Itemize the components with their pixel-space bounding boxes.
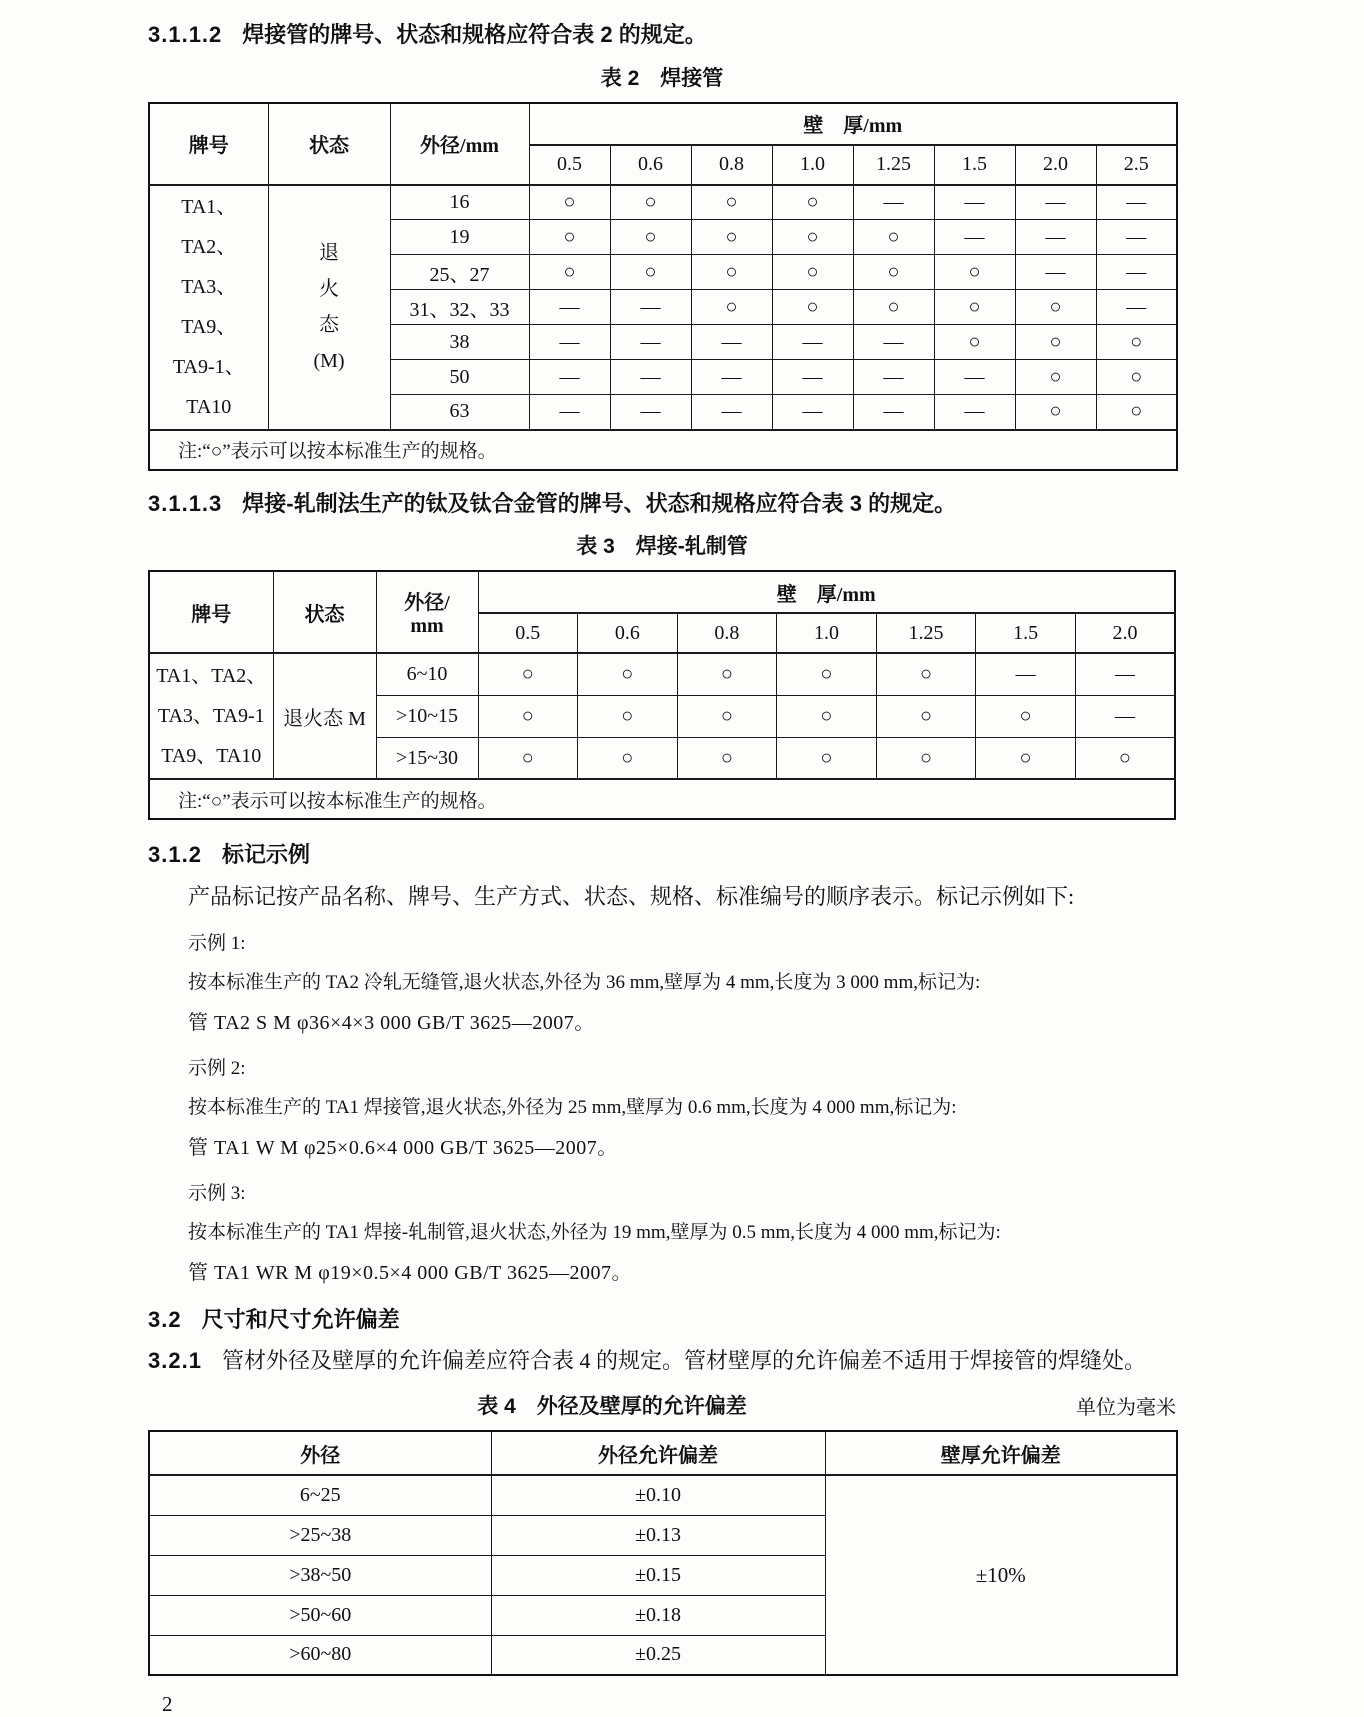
table2-note: 注:“○”表示可以按本标准生产的规格。 <box>149 430 1177 470</box>
od-tolerance-cell: ±0.25 <box>491 1635 825 1675</box>
table4-caption-row <box>148 1390 1176 1420</box>
table4-wrap <box>148 1390 1176 1676</box>
available-mark: ○ <box>478 737 578 779</box>
table3-header-grade: 牌号 <box>149 571 273 653</box>
not-available-mark: — <box>1015 255 1096 290</box>
od-range-cell: >25~38 <box>149 1515 491 1555</box>
table3-header-od-line2: mm <box>410 615 444 638</box>
od-tolerance-cell: ±0.13 <box>491 1515 825 1555</box>
heading-32-title: 尺寸和尺寸允许偏差 <box>201 1306 400 1332</box>
table2-header-od: 外径/mm <box>390 103 529 185</box>
table2-header-row <box>149 103 1177 145</box>
table3-state-cell: 退火态 M <box>273 653 376 779</box>
od-tolerance-cell: ±0.15 <box>491 1555 825 1595</box>
wall-thickness-value: 0.5 <box>529 145 610 185</box>
available-mark: ○ <box>578 737 678 779</box>
wall-thickness-value: 1.5 <box>934 145 1015 185</box>
available-mark: ○ <box>853 220 934 255</box>
available-mark: ○ <box>691 255 772 290</box>
table4-header-row <box>149 1431 1177 1475</box>
wall-thickness-value: 1.5 <box>976 613 1076 653</box>
grade-line: TA3、TA9-1 <box>157 705 265 728</box>
clause-3112-number: 3.1.1.2 <box>148 22 223 47</box>
not-available-mark: — <box>610 325 691 360</box>
table4-data-row <box>149 1475 1177 1515</box>
table2-header-wall: 壁 厚/mm <box>529 103 1177 145</box>
table4-tolerances <box>148 1430 1178 1676</box>
table4-header-cell: 外径 <box>149 1431 491 1475</box>
table2-state-cell <box>268 185 390 430</box>
available-mark: ○ <box>578 695 678 737</box>
wall-thickness-value: 0.8 <box>677 613 777 653</box>
outer-diameter-cell: >10~15 <box>376 695 478 737</box>
not-available-mark: — <box>853 360 934 395</box>
available-mark: ○ <box>934 255 1015 290</box>
not-available-mark: — <box>691 360 772 395</box>
wall-thickness-value: 1.0 <box>777 613 877 653</box>
wall-thickness-value: 0.5 <box>478 613 578 653</box>
outer-diameter-cell: >15~30 <box>376 737 478 779</box>
example-1-designation: 管 TA2 S M φ36×4×3 000 GB/T 3625—2007。 <box>188 1011 595 1034</box>
available-mark: ○ <box>610 185 691 220</box>
example-3-designation: 管 TA1 WR M φ19×0.5×4 000 GB/T 3625—2007。 <box>188 1261 632 1284</box>
example-1-description: 按本标准生产的 TA2 冷轧无缝管,退火状态,外径为 36 mm,壁厚为 4 mm,长度为 3 000 mm,标记为: <box>188 971 981 993</box>
not-available-mark: — <box>1015 185 1096 220</box>
available-mark: ○ <box>772 255 853 290</box>
available-mark: ○ <box>853 255 934 290</box>
available-mark: ○ <box>777 695 877 737</box>
available-mark: ○ <box>691 290 772 325</box>
heading-312 <box>148 840 1228 870</box>
clause-3113-text: 焊接-轧制法生产的钛及钛合金管的牌号、状态和规格应符合表 3 的规定。 <box>242 490 957 516</box>
table2-header-state: 状态 <box>268 103 390 185</box>
not-available-mark: — <box>1096 185 1177 220</box>
table4-unit-note: 单位为毫米 <box>1076 1397 1176 1420</box>
available-mark: ○ <box>772 290 853 325</box>
state-line: 退 <box>319 242 339 265</box>
od-tolerance-cell: ±0.10 <box>491 1475 825 1515</box>
not-available-mark: — <box>772 325 853 360</box>
grade-line: TA10 <box>186 396 232 419</box>
not-available-mark: — <box>529 360 610 395</box>
available-mark: ○ <box>478 653 578 695</box>
table2-note-row <box>149 430 1177 470</box>
clause-3113 <box>148 489 1228 519</box>
table3-wrap <box>148 530 1176 820</box>
not-available-mark: — <box>529 325 610 360</box>
wall-thickness-value: 1.25 <box>853 145 934 185</box>
available-mark: ○ <box>777 653 877 695</box>
not-available-mark: — <box>610 290 691 325</box>
available-mark: ○ <box>934 290 1015 325</box>
state-line: (M) <box>313 350 345 373</box>
clause-3112-text: 焊接管的牌号、状态和规格应符合表 2 的规定。 <box>242 22 707 47</box>
table2-wrap <box>148 62 1176 471</box>
not-available-mark: — <box>772 360 853 395</box>
clause-3112 <box>148 20 1228 50</box>
page-number: 2 <box>162 1692 173 1717</box>
table3-header-od-line1: 外径/ <box>404 592 450 615</box>
state-line: 火 <box>319 278 339 301</box>
available-mark: ○ <box>876 653 976 695</box>
available-mark: ○ <box>529 185 610 220</box>
grade-line: TA3、TA9、 <box>181 276 237 339</box>
example-2-description: 按本标准生产的 TA1 焊接管,退火状态,外径为 25 mm,壁厚为 0.6 mm,长度为 4 000 mm,标记为: <box>188 1096 957 1118</box>
wall-thickness-value: 0.6 <box>610 145 691 185</box>
wall-thickness-value: 1.25 <box>876 613 976 653</box>
outer-diameter-cell: 16 <box>390 185 529 220</box>
available-mark: ○ <box>1015 395 1096 430</box>
available-mark: ○ <box>1096 325 1177 360</box>
available-mark: ○ <box>691 220 772 255</box>
od-tolerance-cell: ±0.18 <box>491 1595 825 1635</box>
available-mark: ○ <box>772 220 853 255</box>
table3-note-row <box>149 779 1175 819</box>
od-range-cell: >38~50 <box>149 1555 491 1595</box>
wall-thickness-value: 2.0 <box>1015 145 1096 185</box>
heading-32-number: 3.2 <box>148 1306 182 1332</box>
not-available-mark: — <box>934 395 1015 430</box>
not-available-mark: — <box>853 325 934 360</box>
available-mark: ○ <box>876 695 976 737</box>
not-available-mark: — <box>691 325 772 360</box>
grade-line: TA9-1、 <box>172 356 245 379</box>
od-range-cell: >60~80 <box>149 1635 491 1675</box>
not-available-mark: — <box>853 395 934 430</box>
not-available-mark: — <box>529 395 610 430</box>
available-mark: ○ <box>772 185 853 220</box>
outer-diameter-cell: 50 <box>390 360 529 395</box>
wall-thickness-value: 1.0 <box>772 145 853 185</box>
table3-grade-cell <box>149 653 273 779</box>
available-mark: ○ <box>691 185 772 220</box>
marking-examples <box>148 928 1228 1285</box>
available-mark: ○ <box>976 695 1076 737</box>
not-available-mark: — <box>691 395 772 430</box>
table2-welded-pipe <box>148 102 1178 471</box>
example-3-label: 示例 3: <box>188 1182 246 1204</box>
not-available-mark: — <box>772 395 853 430</box>
available-mark: ○ <box>1015 290 1096 325</box>
not-available-mark: — <box>1015 220 1096 255</box>
table2-caption: 表 2 焊接管 <box>600 66 724 90</box>
available-mark: ○ <box>677 695 777 737</box>
grade-line: TA1、TA2、 <box>156 665 267 688</box>
available-mark: ○ <box>1075 737 1175 779</box>
available-mark: ○ <box>1015 360 1096 395</box>
not-available-mark: — <box>610 395 691 430</box>
available-mark: ○ <box>777 737 877 779</box>
table3-data-row <box>149 653 1175 695</box>
not-available-mark: — <box>1075 653 1175 695</box>
wall-thickness-value: 2.5 <box>1096 145 1177 185</box>
not-available-mark: — <box>934 220 1015 255</box>
outer-diameter-cell: 63 <box>390 395 529 430</box>
wall-thickness-value: 0.6 <box>578 613 678 653</box>
available-mark: ○ <box>677 653 777 695</box>
example-2-designation: 管 TA1 W M φ25×0.6×4 000 GB/T 3625—2007。 <box>188 1136 618 1159</box>
available-mark: ○ <box>1015 325 1096 360</box>
not-available-mark: — <box>529 290 610 325</box>
outer-diameter-cell: 38 <box>390 325 529 360</box>
table3-welded-rolled-pipe <box>148 570 1176 820</box>
outer-diameter-cell: 31、32、33 <box>390 290 529 325</box>
available-mark: ○ <box>529 220 610 255</box>
not-available-mark: — <box>853 185 934 220</box>
clause-321-number: 3.2.1 <box>148 1348 202 1374</box>
available-mark: ○ <box>876 737 976 779</box>
available-mark: ○ <box>610 220 691 255</box>
available-mark: ○ <box>934 325 1015 360</box>
table2-grade-cell <box>149 185 268 430</box>
table4-header-cell: 壁厚允许偏差 <box>825 1431 1177 1475</box>
available-mark: ○ <box>478 695 578 737</box>
wall-tolerance-cell: ±10% <box>825 1475 1177 1675</box>
not-available-mark: — <box>610 360 691 395</box>
table2-header-grade: 牌号 <box>149 103 268 185</box>
available-mark: ○ <box>1096 360 1177 395</box>
table3-header-row <box>149 571 1175 613</box>
table3-note: 注:“○”表示可以按本标准生产的规格。 <box>149 779 1175 819</box>
heading-32 <box>148 1305 1228 1335</box>
table4-header-cell: 外径允许偏差 <box>491 1431 825 1475</box>
example-3-description: 按本标准生产的 TA1 焊接-轧制管,退火状态,外径为 19 mm,壁厚为 0.5 mm,长度为 4 000 mm,标记为: <box>188 1221 1001 1243</box>
not-available-mark: — <box>934 360 1015 395</box>
not-available-mark: — <box>934 185 1015 220</box>
clause-321-text: 管材外径及壁厚的允许偏差应符合表 4 的规定。管材壁厚的允许偏差不适用于焊接管的焊缝处。 <box>221 1348 1146 1374</box>
grade-line: TA1、TA2、 <box>181 196 237 259</box>
wall-thickness-value: 2.0 <box>1075 613 1175 653</box>
available-mark: ○ <box>1096 395 1177 430</box>
outer-diameter-cell: 6~10 <box>376 653 478 695</box>
available-mark: ○ <box>976 737 1076 779</box>
not-available-mark: — <box>976 653 1076 695</box>
table3-caption: 表 3 焊接-轧制管 <box>576 535 748 559</box>
clause-321 <box>148 1346 1228 1376</box>
outer-diameter-cell: 25、27 <box>390 255 529 290</box>
table4-caption: 表 4 外径及壁厚的允许偏差 <box>477 1395 747 1419</box>
example-1-label: 示例 1: <box>188 932 246 954</box>
available-mark: ○ <box>529 255 610 290</box>
not-available-mark: — <box>1096 220 1177 255</box>
example-2-label: 示例 2: <box>188 1057 246 1079</box>
not-available-mark: — <box>1096 255 1177 290</box>
available-mark: ○ <box>610 255 691 290</box>
table3-header-od <box>376 571 478 653</box>
not-available-mark: — <box>1096 290 1177 325</box>
available-mark: ○ <box>853 290 934 325</box>
table3-header-wall: 壁 厚/mm <box>478 571 1175 613</box>
heading-312-title: 标记示例 <box>221 842 310 868</box>
od-range-cell: >50~60 <box>149 1595 491 1635</box>
grade-line: TA9、TA10 <box>161 745 262 768</box>
clause-3113-number: 3.1.1.3 <box>148 490 223 516</box>
wall-thickness-value: 0.8 <box>691 145 772 185</box>
available-mark: ○ <box>677 737 777 779</box>
heading-312-number: 3.1.2 <box>148 842 202 868</box>
state-line: 态 <box>319 314 339 337</box>
marking-intro: 产品标记按产品名称、牌号、生产方式、状态、规格、标准编号的顺序表示。标记示例如下: <box>188 884 1075 910</box>
table2-data-row <box>149 185 1177 220</box>
available-mark: ○ <box>578 653 678 695</box>
not-available-mark: — <box>1075 695 1175 737</box>
od-range-cell: 6~25 <box>149 1475 491 1515</box>
table3-header-state: 状态 <box>273 571 376 653</box>
outer-diameter-cell: 19 <box>390 220 529 255</box>
